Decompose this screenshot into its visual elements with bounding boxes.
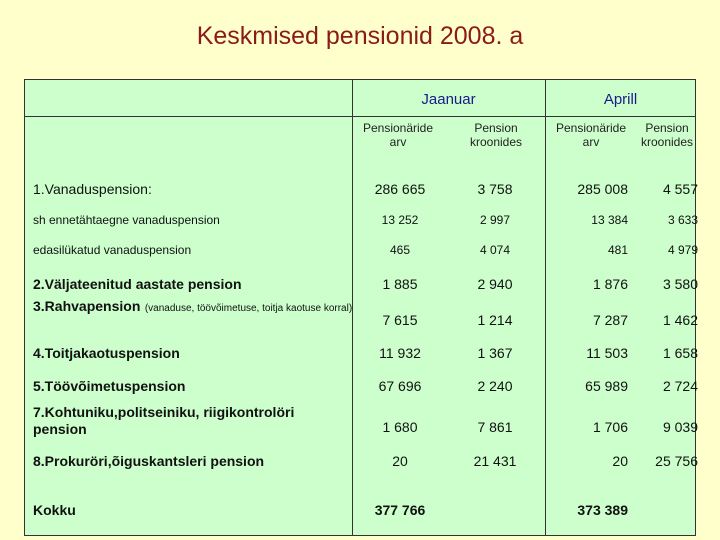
subheader-recipients-apr: Pensionäride arv [555,121,627,149]
header-divider [24,116,696,117]
row-label: sh ennetähtaegne vanaduspension [33,213,220,227]
row-label-note: (vanaduse, töövõimetuse, toitja kaotuse korral) [144,303,353,314]
cell-jan-count: 377 766 [374,502,426,518]
cell-apr-amount: 9 039 [662,419,698,435]
row-label: 1.Vanaduspension: [33,181,152,197]
cell-jan-amount: 1 367 [477,345,513,361]
cell-jan-count: 1 680 [382,419,418,435]
cell-jan-count: 465 [389,243,411,257]
cell-apr-amount: 1 462 [662,312,698,328]
subheader-amount-jan: Pension kroonides [469,121,523,149]
cell-jan-amount: 2 240 [477,378,513,394]
row-label: 8.Prokuröri,õiguskantsleri pension [33,453,265,469]
column-divider [545,79,546,536]
cell-apr-count: 1 876 [592,276,628,292]
cell-jan-amount: 2 940 [477,276,513,292]
cell-apr-amount: 1 658 [662,345,698,361]
row-label: 5.Töövõimetuspension [33,378,186,394]
cell-jan-count: 11 932 [379,345,421,361]
cell-jan-amount: 7 861 [477,419,513,435]
cell-jan-count: 13 252 [381,213,419,227]
row-label: 3.Rahvapension [33,298,141,314]
page-title: Keskmised pensionid 2008. a [196,22,524,50]
cell-apr-count: 7 287 [592,312,628,328]
row-label: edasilükatud vanaduspension [33,243,192,257]
cell-jan-amount: 2 997 [479,213,511,227]
row-label: Kokku [33,502,76,518]
row-label: 7.Kohtuniku,politseiniku, riigikontrolöri pension [33,404,295,437]
cell-apr-count: 285 008 [577,181,628,197]
cell-apr-amount: 3 633 [667,213,698,227]
cell-jan-amount: 4 074 [479,243,511,257]
cell-jan-count: 20 [392,453,408,469]
cell-jan-count: 67 696 [378,378,422,394]
cell-apr-count: 13 384 [591,213,628,227]
row-label: 2.Väljateenitud aastate pension [33,276,242,292]
cell-jan-amount: 1 214 [477,312,513,328]
subheader-amount-apr: Pension kroonides [640,121,694,149]
cell-apr-count: 65 989 [585,378,628,394]
row-label: 4.Toitjakaotuspension [33,345,180,361]
cell-apr-amount: 4 979 [667,243,698,257]
cell-apr-count: 1 706 [592,419,628,435]
cell-apr-amount: 25 756 [655,453,698,469]
cell-apr-count: 20 [612,453,628,469]
cell-apr-amount: 3 580 [662,276,698,292]
cell-jan-count: 286 665 [374,181,426,197]
subheader-recipients-jan: Pensionäride arv [362,121,434,149]
cell-apr-amount: 2 724 [662,378,698,394]
cell-jan-amount: 21 431 [473,453,517,469]
cell-apr-count: 11 503 [586,345,628,361]
group-header-jan: Jaanuar [421,91,476,108]
cell-apr-count: 481 [607,243,628,257]
group-header-apr: Aprill [603,91,638,108]
cell-jan-count: 1 885 [382,276,418,292]
cell-apr-amount: 4 557 [662,181,698,197]
cell-jan-count: 7 615 [382,312,418,328]
cell-apr-count: 373 389 [577,502,628,518]
cell-jan-amount: 3 758 [477,181,513,197]
row-label-wrap [33,299,353,316]
